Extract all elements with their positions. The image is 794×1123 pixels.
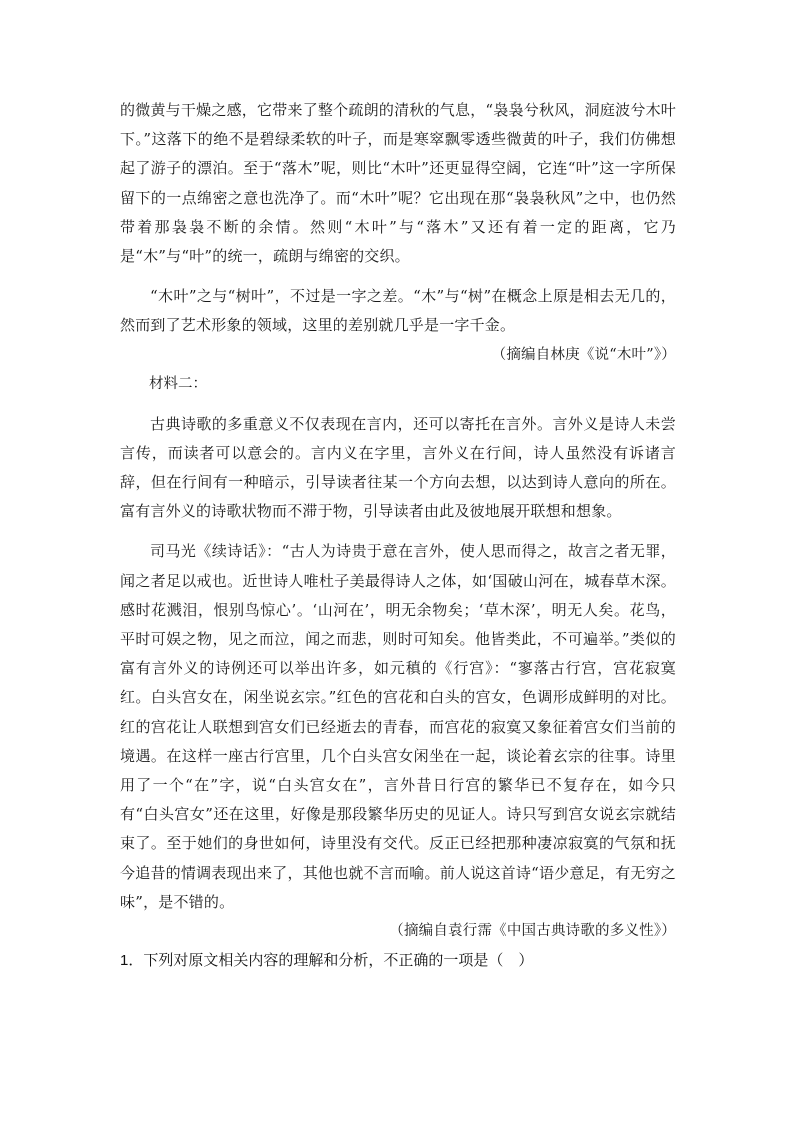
material-one-paragraph-1: 的微黄与干燥之感，它带来了整个疏朗的清秋的气息，“袅袅兮秋风，洞庭波兮木叶下。”这落下的绝不是碧绿柔软的叶子，而是寒窣飘零透些微黄的叶子，我们仿佛想起了游子的漂泊。至于“落木”呢，则比“木叶”还更显得空阔，它连“叶”这一字所保留下的一点绵密之意也洗净了。而“木叶”呢？它出现在那“袅袅秋风”之中，也仍然带着那袅袅不断的余情。然则“木叶”与“落木”又还有着一定的距离，它乃是“木”与“叶”的统一，疏朗与绵密的交织。 (120, 101, 676, 266)
document-page (120, 96, 676, 975)
material-one-paragraph-2: “木叶”之与“树叶”，不过是一字之差。“木”与“树”在概念上原是相去无几的，然而到了艺术形象的领域，这里的差别就几乎是一字千金。 (120, 287, 676, 335)
material-two-paragraph-1: 古典诗歌的多重意义不仅表现在言内，还可以寄托在言外。言外义是诗人未尝言传，而读者可以意会的。言内义在字里，言外义在行间，诗人虽然没有诉诸言辞，但在行间有一种暗示，引导读者往某一个方向去想，以达到诗人意向的所在。富有言外义的诗歌状物而不滞于物，引导读者由此及彼地展开联想和想象。 (120, 414, 676, 521)
material-two-source: （摘编自袁行霈《中国古典诗歌的多义性》） (389, 923, 676, 940)
material-two-heading: 材料二： (149, 375, 207, 392)
material-two-paragraph-2: 司马光《续诗话》：“古人为诗贵于意在言外，使人思而得之，故言之者无罪，闻之者足以戒也。近世诗人唯杜子美最得诗人之体，如‘国破山河在，城春草木深。感时花溅泪，恨别鸟惊心’。‘山河在’，明无余物矣；‘草木深’，明无人矣。花鸟，平时可娱之物，见之而泣，闻之而悲，则时可知矣。他皆类此，不可遍举。”类似的富有言外义的诗例还可以举出许多，如元稹的《行宫》：“寥落古行宫，宫花寂寞红。白头宫女在，闲坐说玄宗。”红色的宫花和白头的宫女，色调形成鲜明的对比。红的宫花让人联想到宫女们已经逝去的青春，而宫花的寂寞又象征着宫女们当前的境遇。在这样一座古行宫里，几个白头宫女闲坐在一起，谈论着玄宗的往事。诗里用了一个“在”字，说“白头宫女在”，言外昔日行宫的繁华已不复存在，如今只有“白头宫女”还在这里，好像是那段繁华历史的见证人。诗只写到宫女说玄宗就结束了。至于她们的身世如何，诗里没有交代。反正已经把那种凄凉寂寞的气氛和抚今追昔的情调表现出来了，其他也就不言而喻。前人说这首诗“语少意足，有无穷之味”，是不错的。 (120, 542, 676, 911)
material-one-source: （摘编自林庚《说“木叶”》） (491, 346, 676, 363)
question-1: 1．下列对原文相关内容的理解和分析，不正确的一项是（ ） (120, 952, 534, 970)
